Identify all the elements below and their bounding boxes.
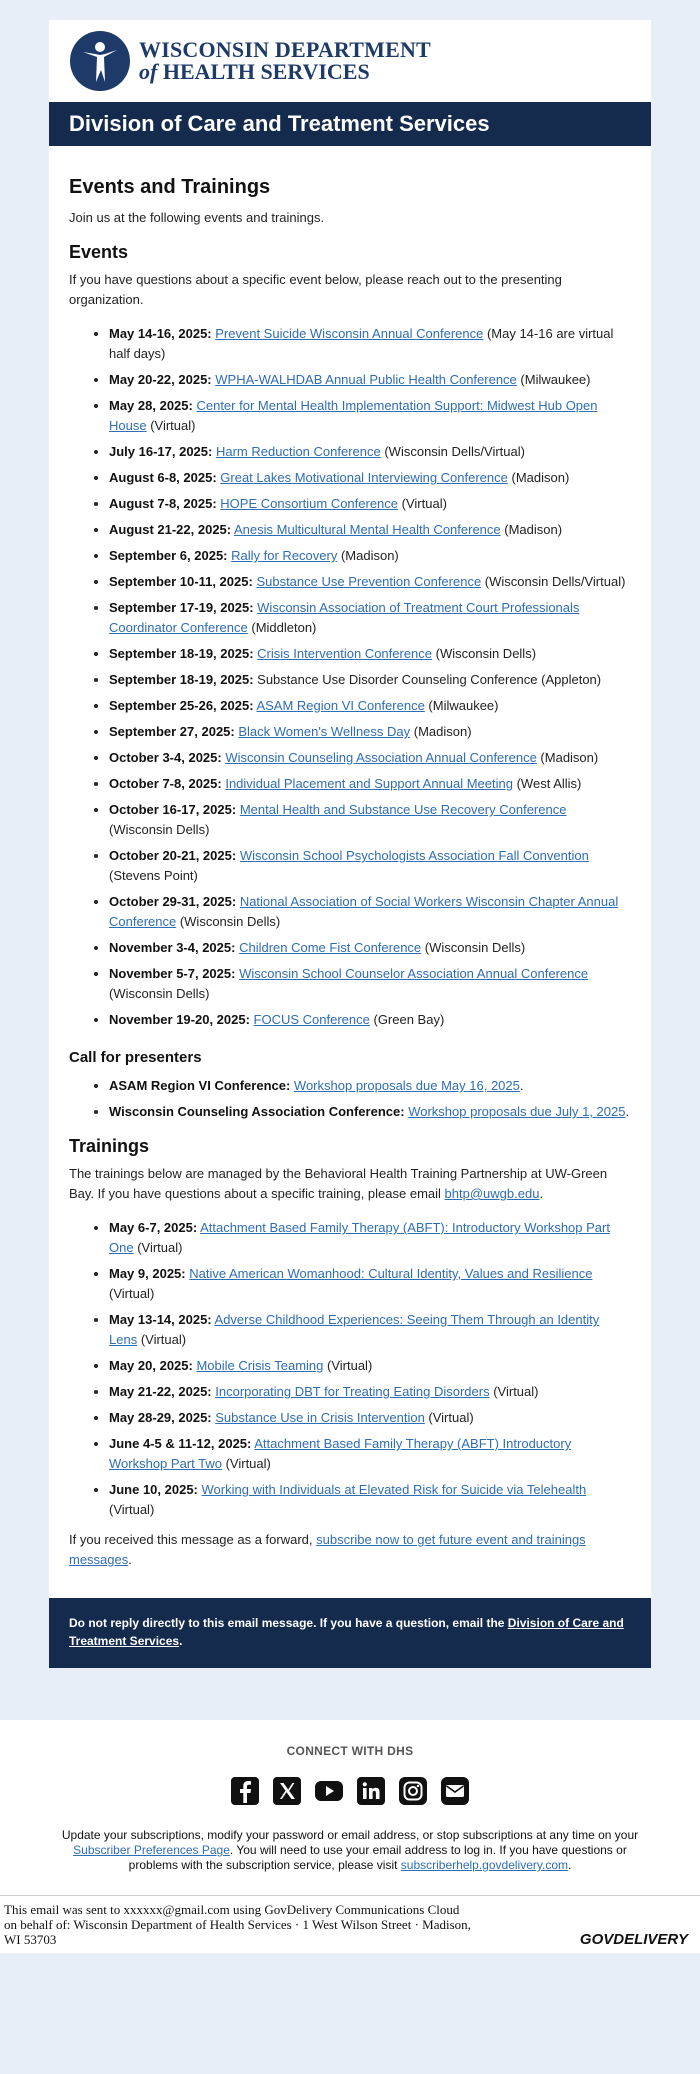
reply-notice-end: . (179, 1634, 183, 1648)
sender-info (0, 1895, 700, 1953)
event-item-link[interactable]: National Association of Social Workers Wisconsin Chapter Annual Conference (109, 894, 619, 929)
event-item-date: November 5-7, 2025: (109, 966, 236, 981)
event-item-detail: (Wisconsin Dells/Virtual) (481, 574, 626, 589)
event-item-date: September 6, 2025: (109, 548, 228, 563)
forward-text: If you received this message as a forward, (69, 1532, 317, 1547)
event-item-detail: (Madison) (500, 522, 563, 537)
event-item-link[interactable]: Crisis Intervention Conference (257, 646, 433, 661)
event-item (109, 1010, 631, 1030)
email-icon[interactable] (440, 1776, 470, 1806)
subscribe-link[interactable]: subscribe now to get future event and trainings messages (69, 1532, 586, 1567)
presenters-heading: Call for presenters (69, 1049, 202, 1066)
subscriber-preferences-link[interactable]: Subscriber Preferences Page (73, 1843, 230, 1857)
event-item-link[interactable]: Prevent Suicide Wisconsin Annual Conference (215, 326, 484, 341)
trainings-heading: Trainings (69, 1136, 150, 1156)
event-item-detail: (Madison) (410, 724, 472, 739)
logo-line2-text: HEALTH SERVICES (162, 59, 370, 84)
header-logo[interactable] (49, 20, 651, 102)
event-item-date: October 20-21, 2025: (109, 848, 237, 863)
event-item-link[interactable]: ASAM Region VI Conference (256, 698, 425, 713)
manage-text1: Update your subscriptions, modify your password or email address, or stop subscriptions at any time on your (61, 1828, 639, 1842)
training-item-detail: (Virtual) (109, 1502, 155, 1517)
event-item-date: July 16-17, 2025: (109, 444, 213, 459)
training-item-date: May 9, 2025: (109, 1266, 186, 1281)
event-item-date: May 28, 2025: (109, 398, 193, 413)
training-item-link[interactable]: Incorporating DBT for Treating Eating Disorders (215, 1384, 490, 1399)
intro-text: Join us at the following events and trainings. (69, 210, 325, 225)
sender-line3: WI 53703 (4, 1932, 57, 1947)
event-item-link[interactable]: WPHA-WALHDAB Annual Public Health Conference (215, 372, 517, 387)
event-item-link[interactable]: Wisconsin School Psychologists Association Fall Convention (239, 848, 589, 863)
training-item-detail: (Virtual) (323, 1358, 373, 1373)
event-item-date: September 17-19, 2025: (109, 600, 254, 615)
event-item (109, 892, 631, 932)
event-item-date: October 16-17, 2025: (109, 802, 237, 817)
event-item (109, 696, 631, 716)
event-item-link[interactable]: HOPE Consortium Conference (220, 496, 399, 511)
event-item (109, 468, 631, 488)
page-title: Events and Trainings (69, 176, 271, 198)
training-item-date: June 4-5 & 11-12, 2025: (109, 1436, 252, 1451)
event-item-date: September 18-19, 2025: (109, 646, 254, 661)
event-item-link[interactable]: FOCUS Conference (253, 1012, 370, 1027)
event-item-link[interactable]: Rally for Recovery (231, 548, 338, 563)
event-item-detail: (Madison) (536, 750, 599, 765)
presenter-item (109, 1076, 631, 1096)
trainings-intro-end: . (539, 1186, 544, 1201)
training-item (109, 1218, 631, 1258)
event-item (109, 598, 631, 638)
training-item-detail: (Virtual) (109, 1286, 155, 1301)
events-list (69, 324, 631, 1030)
event-item-detail: (Wisconsin Dells) (109, 822, 210, 837)
govdelivery-logo[interactable] (580, 1932, 696, 1947)
event-item (109, 324, 631, 364)
event-item-detail: (Green Bay) (369, 1012, 445, 1027)
training-item-detail: (Virtual) (489, 1384, 539, 1399)
training-item-date: May 20, 2025: (109, 1358, 193, 1373)
event-item-link[interactable]: Great Lakes Motivational Interviewing Conference (220, 470, 508, 485)
presenter-item-date: Wisconsin Counseling Association Conference: (109, 1104, 405, 1119)
event-item (109, 546, 631, 566)
email-card (49, 20, 651, 1668)
sender-line1: This email was sent to xxxxxx@gmail.com using GovDelivery Communications Cloud (4, 1902, 460, 1917)
training-item (109, 1356, 631, 1376)
event-item (109, 442, 631, 462)
presenter-item-detail: . (519, 1078, 524, 1093)
forward-end: . (128, 1552, 132, 1567)
event-item-date: May 20-22, 2025: (109, 372, 212, 387)
trainings-intro (69, 1164, 631, 1204)
event-item-date: November 19-20, 2025: (109, 1012, 250, 1027)
logo-wordmark (139, 39, 431, 83)
training-item-detail: (Virtual) (221, 1456, 271, 1471)
event-item-detail: (Virtual) (146, 418, 196, 433)
training-item-date: June 10, 2025: (109, 1482, 198, 1497)
event-item-link[interactable]: Wisconsin Counseling Association Annual Conference (225, 750, 537, 765)
manage-subscriptions-text (0, 1806, 700, 1873)
training-item (109, 1408, 631, 1428)
event-item-detail: (Milwaukee) (424, 698, 499, 713)
event-item-date: October 7-8, 2025: (109, 776, 222, 791)
forward-note (69, 1530, 631, 1570)
event-item-detail: (May 14-16 are virtual half days) (109, 326, 614, 361)
events-intro: If you have questions about a specific event below, please reach out to the presenting organization. (69, 272, 562, 307)
sender-line2: on behalf of: Wisconsin Department of Health Services · 1 West Wilson Street · Madison, (4, 1917, 471, 1932)
training-item (109, 1480, 631, 1520)
training-item-link[interactable]: Attachment Based Family Therapy (ABFT): Introductory Workshop Part One (109, 1220, 610, 1255)
subscriber-help-link[interactable]: subscriberhelp.govdelivery.com (400, 1858, 568, 1872)
manage-text3: . (567, 1858, 572, 1872)
event-item-link[interactable]: Substance Use Prevention Conference (256, 574, 482, 589)
event-item (109, 644, 631, 664)
main-content (49, 146, 651, 1598)
training-item-detail: (Virtual) (133, 1240, 183, 1255)
presenter-item (109, 1102, 631, 1122)
logo-of: of (139, 59, 158, 84)
event-item (109, 396, 631, 436)
event-item-link[interactable]: Mental Health and Substance Use Recovery Conference (239, 802, 567, 817)
training-item-link[interactable]: Attachment Based Family Therapy (ABFT) Introductory Workshop Part Two (109, 1436, 572, 1471)
social-icons (0, 1776, 700, 1806)
x-icon[interactable] (272, 1776, 302, 1806)
event-item-link[interactable]: Wisconsin Association of Treatment Court Professionals Coordinator Conference (109, 600, 580, 635)
event-item (109, 722, 631, 742)
event-item (109, 774, 631, 794)
event-item-detail: (Wisconsin Dells) (109, 986, 210, 1001)
trainings-email-link[interactable]: bhtp@uwgb.edu (444, 1186, 540, 1201)
training-item-date: May 13-14, 2025: (109, 1312, 212, 1327)
training-item-link[interactable]: Native American Womanhood: Cultural Identity, Values and Resilience (189, 1266, 593, 1281)
presenter-item-detail: . (625, 1104, 630, 1119)
event-item-link[interactable]: Anesis Multicultural Mental Health Conference (234, 522, 501, 537)
event-item (109, 748, 631, 768)
division-email-link[interactable]: Division of Care and Treatment Services (69, 1616, 624, 1648)
event-item-date: November 3-4, 2025: (109, 940, 236, 955)
event-item-link[interactable]: Center for Mental Health Implementation Support: Midwest Hub Open House (109, 398, 598, 433)
event-item-detail: (West Allis) (512, 776, 582, 791)
event-item-detail: (Wisconsin Dells) (432, 646, 537, 661)
training-item-date: May 21-22, 2025: (109, 1384, 212, 1399)
event-item-date: September 10-11, 2025: (109, 574, 253, 589)
event-item-detail: (Middleton) (247, 620, 317, 635)
event-item-detail: (Wisconsin Dells) (421, 940, 526, 955)
event-item-detail: (Madison) (507, 470, 570, 485)
event-item-detail: (Wisconsin Dells) (176, 914, 281, 929)
event-item-link[interactable]: Black Women's Wellness Day (238, 724, 411, 739)
division-banner: Division of Care and Treatment Services (49, 102, 651, 146)
linkedin-icon[interactable] (356, 1776, 386, 1806)
event-item-date: October 3-4, 2025: (109, 750, 222, 765)
presenter-item-link[interactable]: Workshop proposals due May 16, 2025 (293, 1078, 520, 1093)
training-item-date: May 28-29, 2025: (109, 1410, 212, 1425)
training-item-date: May 6-7, 2025: (109, 1220, 198, 1235)
training-item-link[interactable]: Working with Individuals at Elevated Risk for Suicide via Telehealth (201, 1482, 587, 1497)
reply-notice-text: Do not reply directly to this email message. If you have a question, email the (69, 1616, 508, 1630)
trainings-intro-text: The trainings below are managed by the Behavioral Health Training Partnership at UW-Green Bay. If you have questions about a specific training, please email (69, 1166, 608, 1201)
event-item (109, 572, 631, 592)
event-item-link[interactable]: Children Come Fist Conference (239, 940, 422, 955)
event-item (109, 964, 631, 1004)
event-item-date: August 21-22, 2025: (109, 522, 232, 537)
event-item (109, 938, 631, 958)
event-item-link[interactable]: Individual Placement and Support Annual Meeting (225, 776, 513, 791)
event-item-date: September 25-26, 2025: (109, 698, 254, 713)
training-item (109, 1382, 631, 1402)
training-item (109, 1434, 631, 1474)
event-item-detail: (Madison) (337, 548, 399, 563)
facebook-icon[interactable] (230, 1776, 260, 1806)
event-item-detail: (Virtual) (398, 496, 447, 511)
event-item-date: October 29-31, 2025: (109, 894, 237, 909)
event-item (109, 846, 631, 886)
event-item-date: May 14-16, 2025: (109, 326, 212, 341)
training-item-detail: (Virtual) (424, 1410, 474, 1425)
presenter-item-date: ASAM Region VI Conference: (109, 1078, 291, 1093)
sender-text (4, 1902, 471, 1947)
event-item (109, 670, 631, 690)
reply-notice (49, 1598, 651, 1668)
event-item (109, 370, 631, 390)
training-item (109, 1264, 631, 1304)
event-item-detail: (Milwaukee) (516, 372, 591, 387)
training-item-link[interactable]: Substance Use in Crisis Intervention (215, 1410, 425, 1425)
event-item-detail: Substance Use Disorder Counseling Conference (Appleton) (253, 672, 602, 687)
event-item-link[interactable]: Wisconsin School Counselor Association Annual Conference (239, 966, 589, 981)
manage-text2: . You will need to use your email address to log in. If you have questions or problems with the subscription service, please visit (128, 1843, 627, 1872)
event-item (109, 800, 631, 840)
presenter-item-link[interactable]: Workshop proposals due July 1, 2025 (408, 1104, 626, 1119)
logo-line1: WISCONSIN DEPARTMENT (139, 37, 431, 62)
training-item (109, 1310, 631, 1350)
connect-title: CONNECT WITH DHS (286, 1744, 414, 1758)
event-item (109, 494, 631, 514)
event-item-detail: (Wisconsin Dells/Virtual) (380, 444, 525, 459)
event-item-link[interactable]: Harm Reduction Conference (215, 444, 381, 459)
event-item (109, 520, 631, 540)
trainings-list (69, 1218, 631, 1520)
training-item-detail: (Virtual) (137, 1332, 187, 1347)
connect-section (0, 1720, 700, 1953)
instagram-icon[interactable] (398, 1776, 428, 1806)
youtube-icon[interactable] (314, 1776, 344, 1806)
dhs-logo-icon (69, 30, 131, 92)
govdelivery-brand: GOVDELIVERY (579, 1931, 688, 1948)
training-item-link[interactable]: Adverse Childhood Experiences: Seeing Them Through an Identity Lens (109, 1312, 600, 1347)
presenters-list (69, 1076, 631, 1122)
event-item-detail: (Stevens Point) (109, 868, 198, 883)
event-item-date: August 6-8, 2025: (109, 470, 217, 485)
logo-line2 (139, 61, 431, 83)
event-item-date: September 27, 2025: (109, 724, 235, 739)
events-heading: Events (69, 242, 129, 262)
event-item-date: September 18-19, 2025: (109, 672, 254, 687)
training-item-link[interactable]: Mobile Crisis Teaming (196, 1358, 324, 1373)
event-item-date: August 7-8, 2025: (109, 496, 217, 511)
